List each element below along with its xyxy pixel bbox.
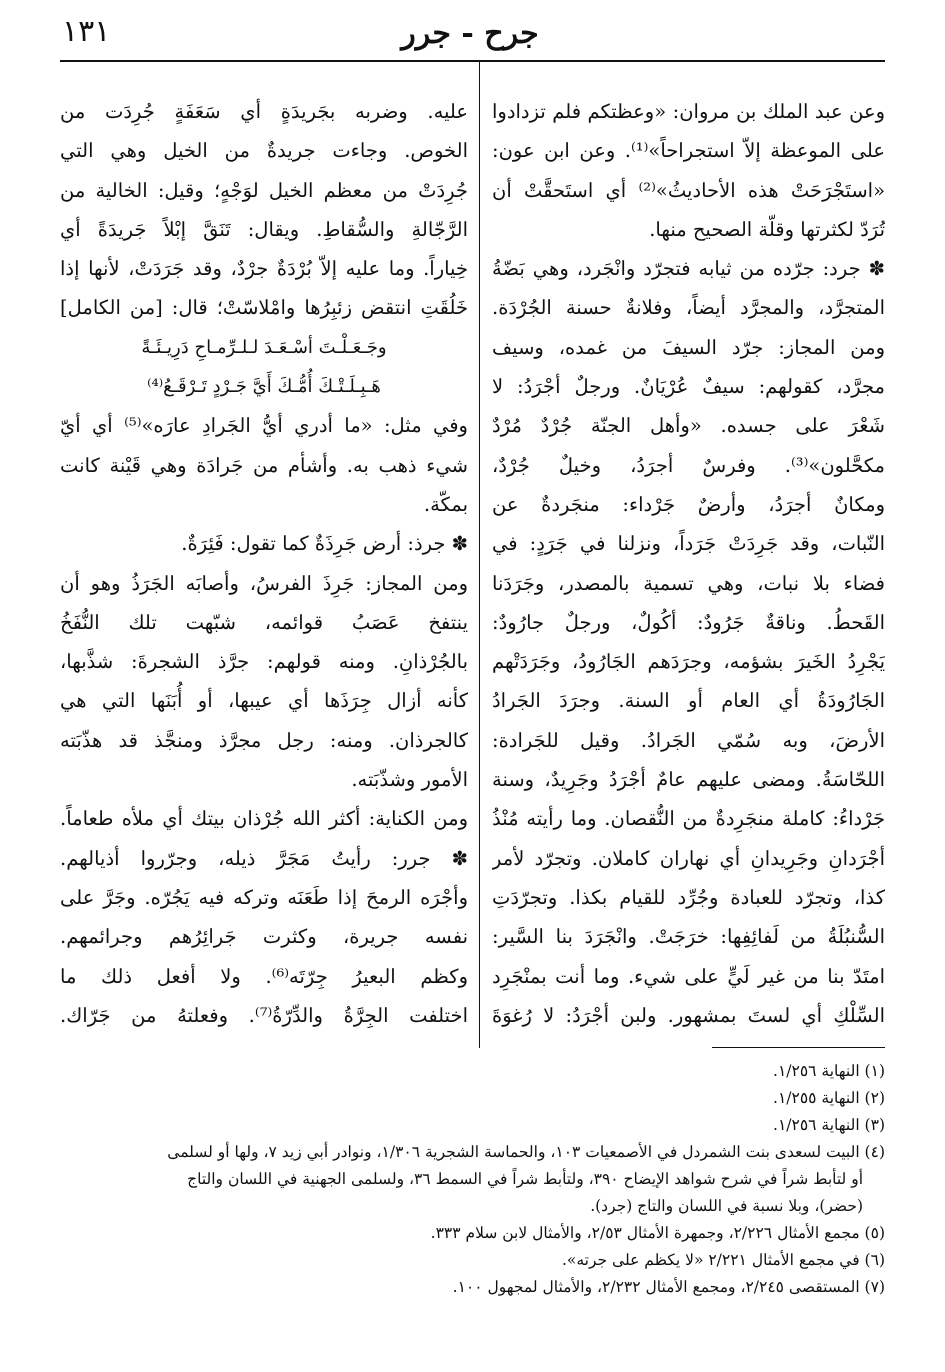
text-line: وكظم البعيرُ جِرّتَه⁽⁶⁾. ولا أفعل ذلك ما	[60, 964, 468, 988]
footnote-continuation: (حضر)، وبلا نسبة في اللسان والتاج (جرد).	[590, 1197, 863, 1215]
text-line: مكحَّلون»⁽³⁾. وفرسٌ أجرَدُ، وخيلٌ جُرْدٌ،	[492, 453, 885, 477]
text-line: كالجرذان. ومنه: رجل مجرَّذ ومنجَّذ قد هذّبَته	[60, 728, 468, 752]
text-line: ومن المجاز: جَرِذَ الفرسُ، وأصابَه الجَرَذُ وهو أن	[60, 571, 468, 595]
text-line: كذا، وتجرّد للعبادة وجُرِّد للقيام بكذا. وتجرّدَتِ	[492, 885, 885, 909]
footnote-rule	[712, 1047, 885, 1048]
column-divider	[479, 62, 480, 1048]
entry-jrr-start: ✽ جرر: رأيتُ مَجَرَّ ذيله، وجرّروا أذيالهم.	[60, 846, 468, 870]
text-line: عليه. وضربه بجَريدَةٍ أي سَعَفَةٍ جُرِدَت من	[60, 100, 468, 123]
text-line: جُرِدَتْ من معظم الخيل لوَجْهٍ؛ وقيل: الخالية من	[60, 178, 468, 202]
text-line: القَحطُ. وناقةٌ جَرُودٌ: أكُولٌ، ورجلٌ جارُودٌ:	[492, 610, 885, 634]
text-line: شَعْرَ على جسده. «وأهل الجنّة جُرْدٌ مُرْدٌ	[492, 414, 885, 438]
text-line: شيء ذهب به. وأشأم من جَرادَة وهي قَيْنة كانت	[60, 453, 468, 477]
poem-verse-2: هَـبِـلَـتْـكَ أُمُّـكَ أَيَّ جَـرْدٍ تَـرْقَـعُ⁽⁴⁾	[147, 376, 381, 398]
entry-jrd-start: ✽ جرد: جرّده من ثيابه فتجرّد وانْجَرد، وهي بَضّةُ	[492, 257, 885, 281]
text-line: مجرَّد، كقولهم: سيفٌ عُرْيَانٌ. ورجلٌ أجْرَدُ: لا	[492, 375, 885, 399]
text-line: جَرْداءُ: كاملة منجَرِدةٌ من النُّقصان. وما رأيته مُنْذُ	[492, 807, 885, 831]
text-line: اللحّاسَةُ. ومضى عليهم عامٌ أجْرَدُ وجَرِيدٌ، وسنة	[492, 768, 885, 792]
header-rule	[60, 60, 885, 62]
footnote: (٥) مجمع الأمثال ٢/٢٢٦، وجمهرة الأمثال ٢/٥٣، والأمثال لابن سلام ٣٣٣.	[430, 1224, 885, 1242]
text-line: ومن المجاز: جرّد السيفَ من غمده، وسيف	[492, 335, 885, 359]
text-line: وفي مثل: «ما أدري أيُّ الجَرادِ عارَه»⁽⁵⁾ أي أيّ	[60, 414, 468, 438]
text-line: الأرضَ، وبه سُمّي الجَرادُ. وقيل للجَرادة:	[492, 728, 885, 752]
page-title: جرح - جرر	[401, 16, 539, 51]
text-line: وعن عبد الملك بن مروان: «وعظتكم فلم تزدادوا	[492, 100, 885, 123]
entry-jrdh-start: ✽ جرذ: أرض جَرِذَةٌ كما تقول: فَئِرَةٌ.	[181, 532, 468, 556]
footnote: (٢) النهاية ١/٢٥٥.	[773, 1089, 885, 1107]
footnotes	[60, 1058, 885, 1301]
text-line: «استَجْرَحَتْ هذه الأحاديثُ»⁽²⁾ أي استَحقَّتْ أن	[492, 178, 885, 202]
footnote: (١) النهاية ١/٢٥٦.	[773, 1062, 885, 1080]
left-column	[60, 92, 468, 1035]
text-line: الأمور وشذّبَته.	[351, 768, 468, 792]
footnote: (٦) في مجمع الأمثال ٢/٢٢١ «لا يكظم على جرته».	[561, 1251, 885, 1269]
text-line: نفسه جريرة، وكثرت جَرائِرُهم وجرائمهم.	[60, 925, 468, 949]
footnote: (٧) المستقصى ٢/٢٤٥، ومجمع الأمثال ٢/٢٣٢، والأمثال لمجهول ١٠٠.	[452, 1278, 885, 1296]
text-line: أجْرَدانِ وجَرِيدانِ أي نهاران كاملان. وتجرّد لأمر	[492, 846, 885, 870]
text-line: السِّلْكِ أي لستَ بمشهور. ولبن أجْرَدُ: لا رُغوَةَ	[492, 1003, 885, 1027]
text-line: ومكانٌ أجرَدُ، وأرضٌ جَرْداء: منجَردةٌ عن	[492, 492, 885, 516]
page-number: ١٣١	[62, 14, 111, 49]
text-line: ومن الكناية: أكثر الله جُرْذان بيتك أي ملأه طعاماً.	[60, 807, 468, 831]
text-line: وأجْرَه الرمحَ إذا طَعَنَه وتركه فيه يَجُرّه. وجَرَّ على	[60, 885, 468, 909]
text-line: كأنه أزال جِرَذَها أي عيبها، أو أُبَنَها التي هي	[60, 689, 468, 713]
poem-verse-1: وجَـعَـلْـتَ أسْـعَـدَ لـلـرِّمـاحِ دَرِيـئَـةً	[141, 336, 387, 358]
text-line: الخوص. وجاءت جريدةٌ من الخيل وهي التي	[60, 139, 468, 163]
text-line: الجَارُودَةُ أي العام أو السنة. وجرَدَ الجَرادُ	[492, 689, 885, 713]
text-line: خِياراً. وما عليه إلاّ بُرْدَةٌ جرْدٌ، وقد جَرَدَتْ، لأنها إذا	[60, 257, 468, 281]
text-line: المتجرَّد، والمجرَّد أيضاً، وفلانةٌ حسنة الجُرْدَة.	[492, 296, 885, 320]
text-line: النّبات، وقد جَرِدَتْ جَرَداً، ونزلنا في جَرَدٍ: في	[492, 532, 885, 556]
right-column	[492, 92, 885, 1035]
text-line: امتَدّ بنا من غير لَيٍّ على شيء. وما أنت بمنْجَرِد	[492, 964, 885, 988]
footnote: (٤) البيت لسعدى بنت الشمردل في الأصمعيات ١٠٣، والحماسة الشجرية ١/٣٠٦، ونوادر أبي زيد ٧، ولها أو لسلمى	[167, 1143, 885, 1161]
footnote: (٣) النهاية ١/٢٥٦.	[773, 1116, 885, 1134]
text-line: الرَّجّالةِ والسُّقاطِ. ويقال: تَنَقَّ إبْلاً جَريدَةً أي	[60, 217, 468, 241]
text-line: ينتفخ عَصَبُ قوائمه، شبّهت تلك النُّفَخُ	[60, 610, 468, 634]
text-line: اختلفت الجِرَّةُ والدِّرّةُ⁽⁷⁾. وفعلتهُ من جَرّاك.	[60, 1003, 468, 1027]
footnote-continuation: أو لتأبط شراً في شرح شواهد الإيضاح ٣٩٠، ولتأبط شراً في السمط ٣٦، ولسلمى الجهنية في اللسان والتاج	[187, 1170, 863, 1188]
text-line: السُّنبُلَةُ من لَفائِفِها: خرَجَتْ. وانْجَرَدَ بنا السَّير:	[492, 925, 885, 949]
text-line: بمكّة.	[423, 492, 468, 516]
text-line: بالجُرْذانِ. ومنه قولهم: جرَّذ الشجرةَ: شذَّبها،	[60, 650, 468, 674]
text-line: خَلُقَتِ انتقض زئبِرُها وامْلاسّتْ؛ قال: [من الكامل]	[60, 296, 468, 320]
text-line: فضاء بلا نبات، وهي تسمية بالمصدر، وجَرَدَنا	[492, 571, 885, 595]
text-line: تُرَدّ لكثرتها وقلّة الصحيح منها.	[649, 217, 885, 241]
text-line: يَجْرِدُ الخَيرَ بشؤمه، وجرَدَهم الجَارُودُ، وجَرَدَتْهم	[492, 650, 885, 674]
text-line: على الموعظة إلاّ استجراحاً»⁽¹⁾. وعن ابن عون:	[492, 139, 885, 163]
